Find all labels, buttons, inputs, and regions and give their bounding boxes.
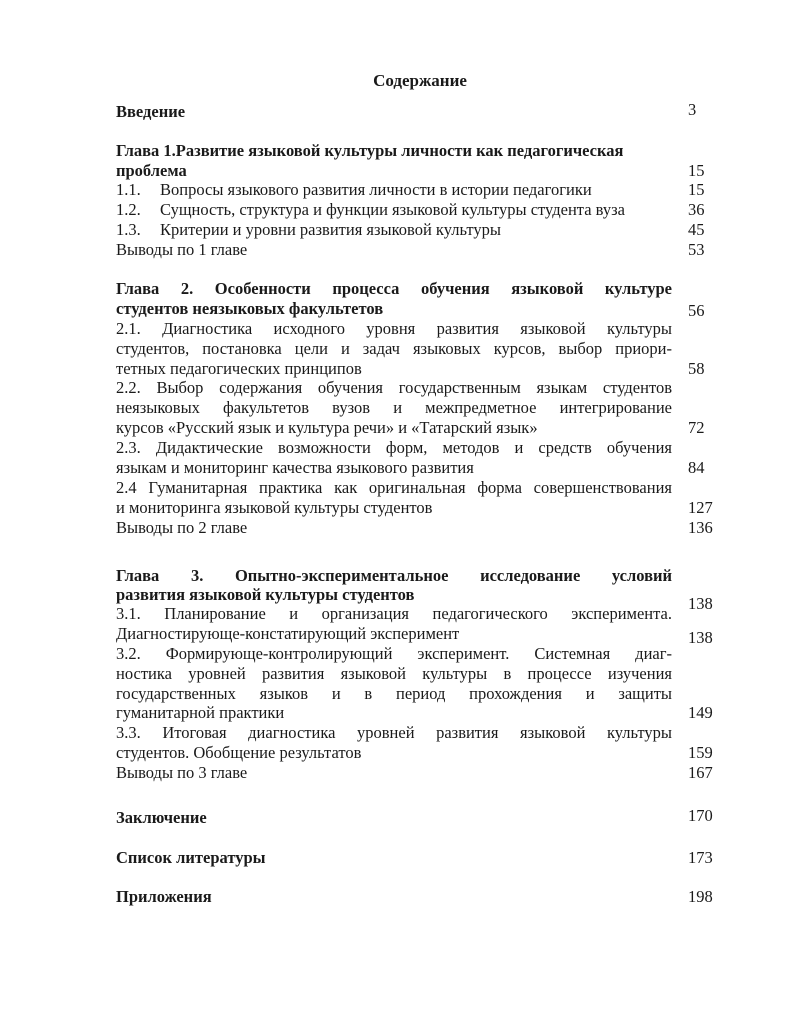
chapter1-conclusion: Выводы по 1 главе	[116, 240, 248, 259]
chapter2-heading-line1: Глава 2. Особенности процесса обучения языковой культуре	[116, 279, 672, 298]
chapter2-item1-line3: тетных педагогических принципов	[116, 359, 362, 378]
chapter3-heading-line2: развития языковой культуры студентов	[116, 585, 415, 604]
toc-appendices-page: 198	[688, 887, 713, 906]
chapter3-item2-line1: 3.2. Формирующе-контролирующий эксперимент. Системная диаг-	[116, 644, 672, 663]
chapter3-item2-page: 149	[688, 703, 713, 722]
chapter2-conclusion-page: 136	[688, 518, 713, 537]
chapter2-item4-line1: 2.4 Гуманитарная практика как оригинальная форма совершенствования	[116, 478, 672, 497]
chapter2-item2-page: 72	[688, 418, 705, 437]
toc-references-label: Список литературы	[116, 848, 266, 867]
chapter1-item-number: 1.1.	[116, 180, 141, 199]
chapter3-item3-line1: 3.3. Итоговая диагностика уровней развития языковой культуры	[116, 723, 672, 742]
toc-intro-page: 3	[688, 100, 697, 119]
chapter3-heading-line1: Глава 3. Опытно-экспериментальное исследование условий	[116, 566, 672, 585]
chapter3-item2-line2: ностика уровней развития языковой культуры в процессе изучения	[116, 664, 672, 683]
chapter1-item-page: 15	[688, 180, 705, 199]
chapter3-item1-line2: Диагностирующе-констатирующий эксперимент	[116, 624, 460, 643]
chapter2-item1-line2: студентов, постановка цели и задач языковых курсов, выбор приори-	[116, 339, 672, 358]
chapter1-conclusion-page: 53	[688, 240, 705, 259]
toc-conclusion-page: 170	[688, 806, 713, 825]
chapter3-item1-line1: 3.1. Планирование и организация педагогического эксперимента.	[116, 604, 672, 623]
chapter1-heading-line2: проблема	[116, 161, 187, 180]
chapter1-item-number: 1.2.	[116, 200, 141, 219]
chapter3-item3-line2: студентов. Обобщение результатов	[116, 743, 362, 762]
chapter3-heading-page: 138	[688, 594, 713, 613]
chapter1-heading-line1: Глава 1.Развитие языковой культуры личности как педагогическая	[116, 141, 624, 160]
toc-conclusion-label: Заключение	[116, 808, 207, 827]
chapter3-conclusion-page: 167	[688, 763, 713, 782]
chapter2-item3-line2: языкам и мониторинг качества языкового развития	[116, 458, 474, 477]
chapter3-conclusion: Выводы по 3 главе	[116, 763, 248, 782]
chapter1-item-number: 1.3.	[116, 220, 141, 239]
chapter3-item3-page: 159	[688, 743, 713, 762]
chapter2-heading-page: 56	[688, 301, 705, 320]
chapter1-item-text: Вопросы языкового развития личности в истории педагогики	[160, 180, 592, 199]
chapter1-item-page: 45	[688, 220, 705, 239]
chapter3-item2-line3: государственных языков и в период прохождения и защиты	[116, 684, 672, 703]
chapter2-item3-page: 84	[688, 458, 705, 477]
chapter2-item2-line1: 2.2. Выбор содержания обучения государственным языкам студентов	[116, 378, 672, 397]
page-title: Содержание	[373, 71, 467, 90]
chapter2-item2-line3: курсов «Русский язык и культура речи» и «Татарский язык»	[116, 418, 538, 437]
chapter2-item4-line2: и мониторинга языковой культуры студентов	[116, 498, 433, 517]
chapter1-item-text: Критерии и уровни развития языковой культуры	[160, 220, 501, 239]
chapter2-item3-line1: 2.3. Дидактические возможности форм, методов и средств обучения	[116, 438, 672, 457]
chapter2-heading-line2: студентов неязыковых факультетов	[116, 299, 384, 318]
chapter2-item1-line1: 2.1. Диагностика исходного уровня развития языковой культуры	[116, 319, 672, 338]
chapter2-item2-line2: неязыковых факультетов вузов и межпредметное интегрирование	[116, 398, 672, 417]
chapter1-item-page: 36	[688, 200, 705, 219]
toc-references-page: 173	[688, 848, 713, 867]
toc-appendices-label: Приложения	[116, 887, 212, 906]
chapter2-item1-page: 58	[688, 359, 705, 378]
chapter3-item2-line4: гуманитарной практики	[116, 703, 285, 722]
chapter2-item4-page: 127	[688, 498, 713, 517]
chapter1-heading-page: 15	[688, 161, 705, 180]
chapter3-item1-page: 138	[688, 628, 713, 647]
toc-intro-label: Введение	[116, 102, 186, 121]
chapter2-conclusion: Выводы по 2 главе	[116, 518, 248, 537]
chapter1-item-text: Сущность, структура и функции языковой культуры студента вуза	[160, 200, 625, 219]
